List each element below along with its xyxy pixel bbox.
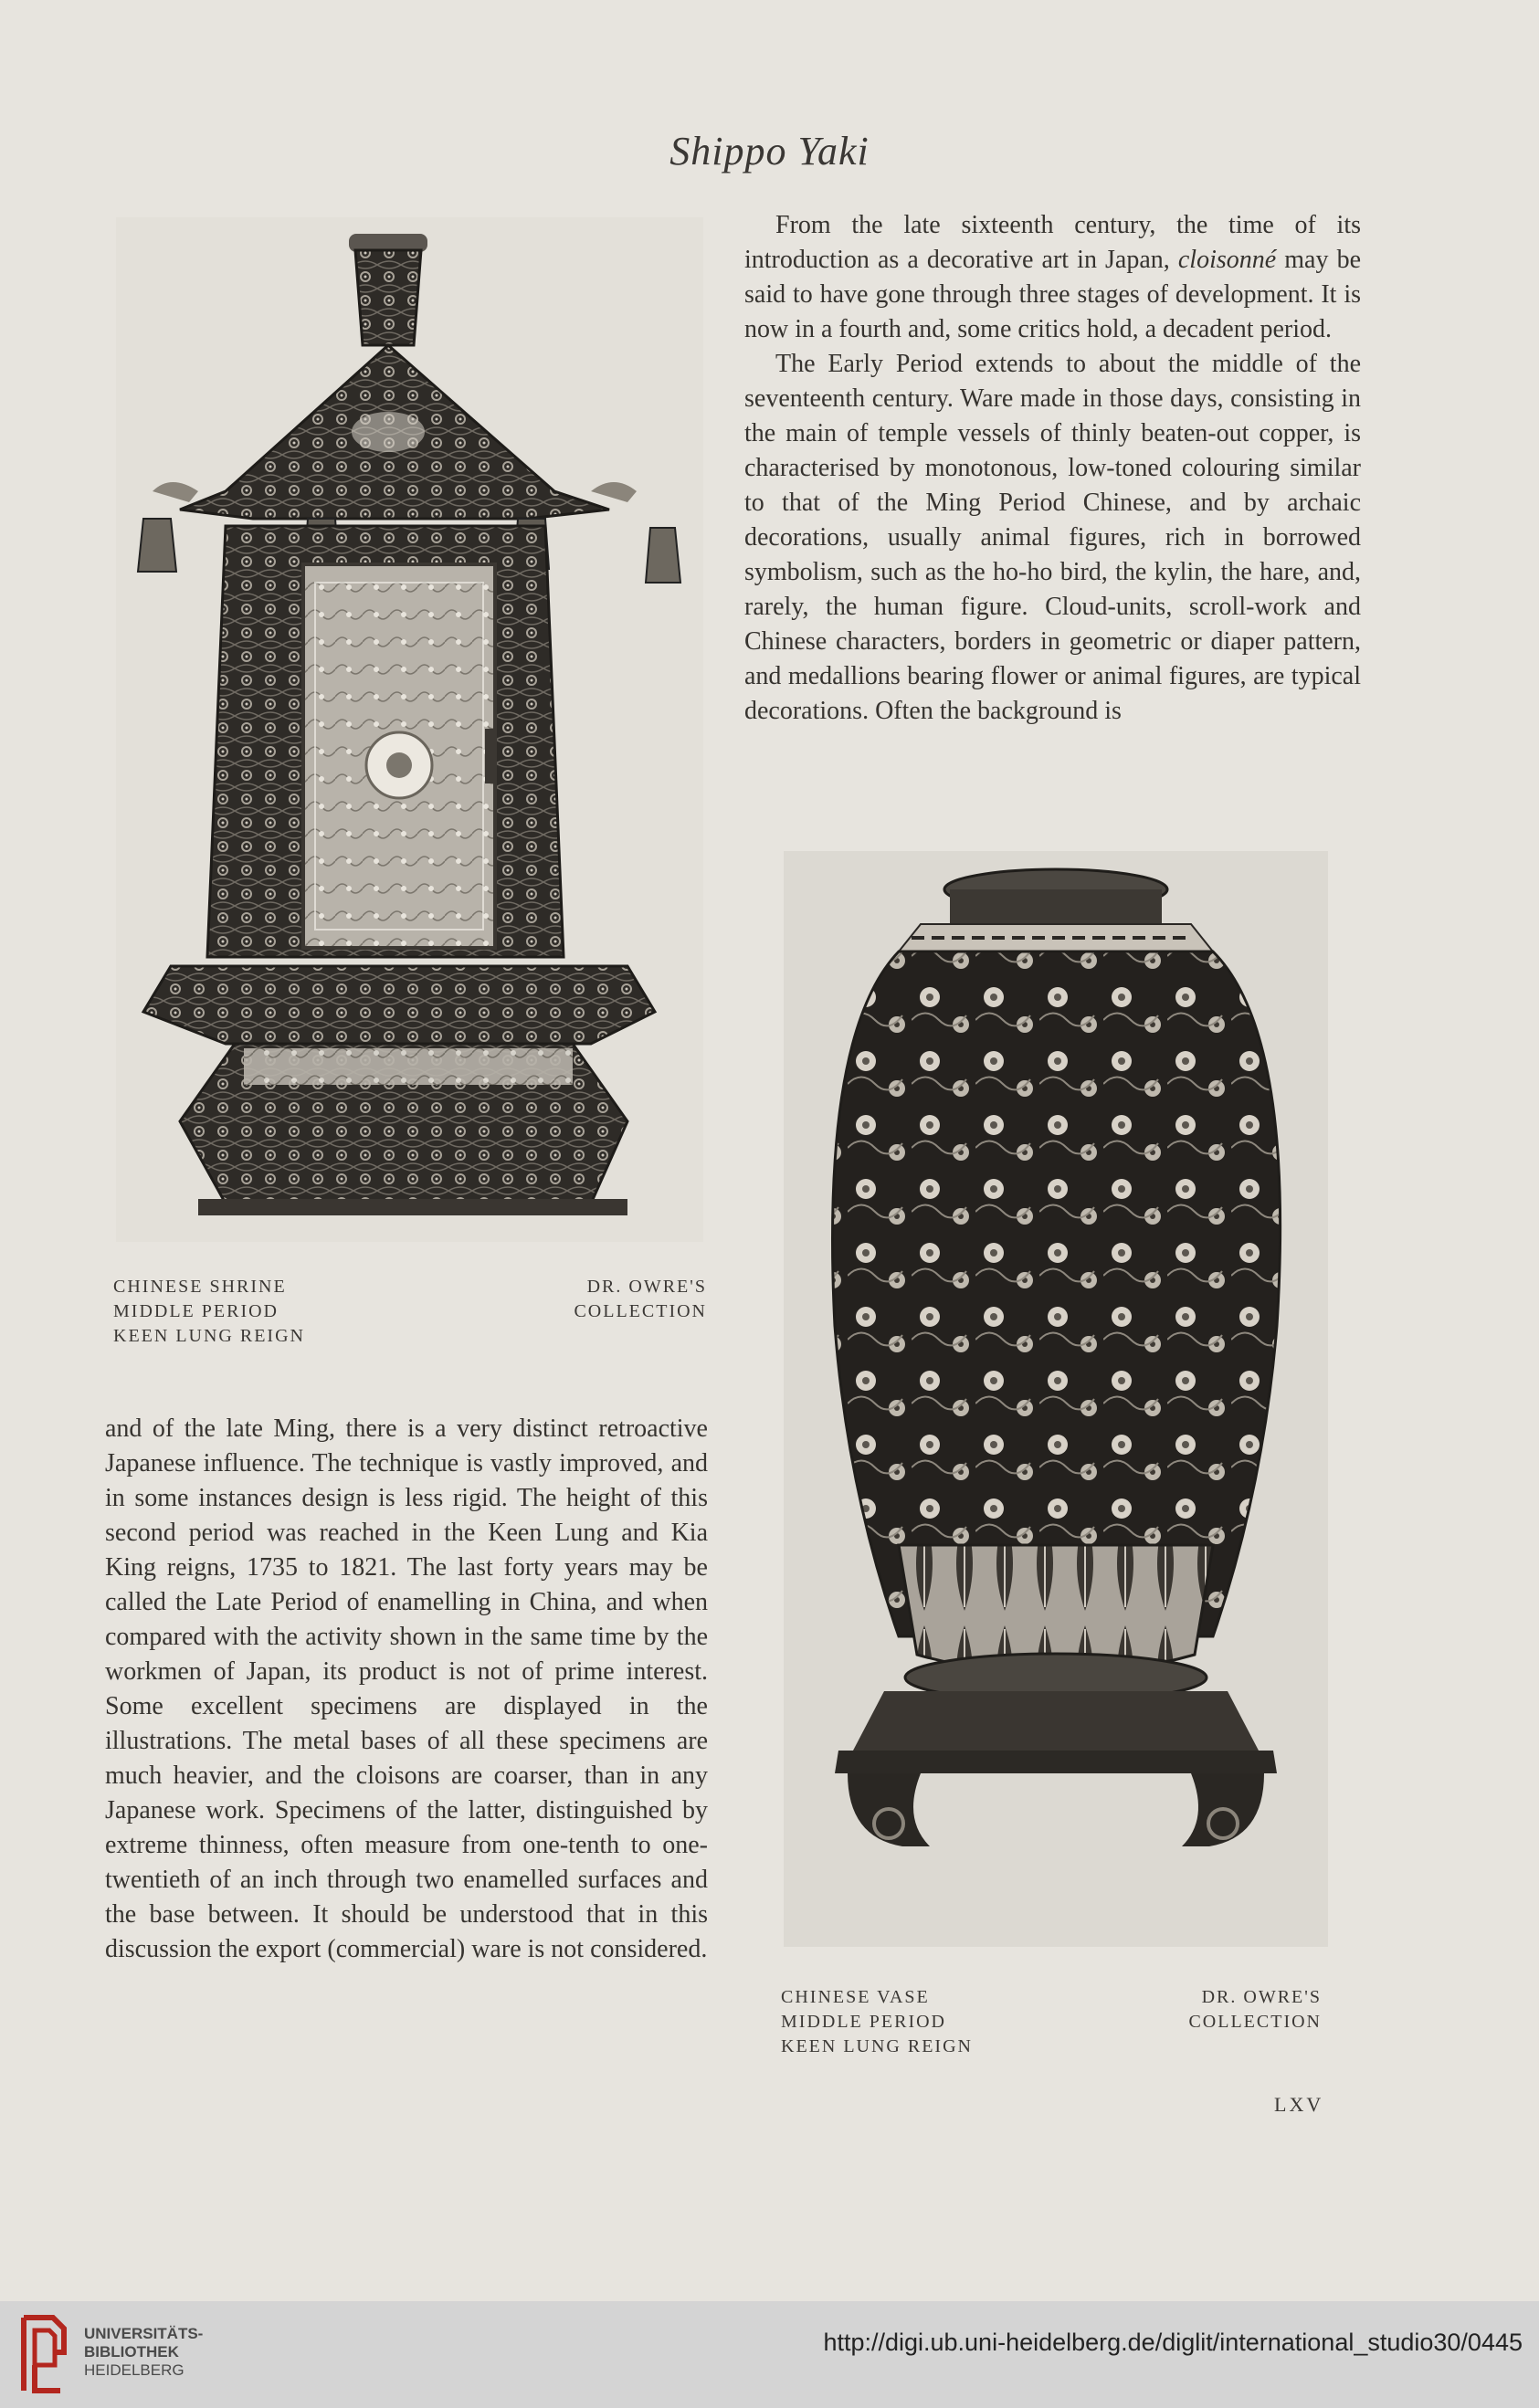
caption-line: MIDDLE PERIOD bbox=[113, 1301, 279, 1321]
chinese-shrine-photo bbox=[116, 217, 703, 1242]
shrine-caption bbox=[113, 1275, 707, 1357]
source-url-link[interactable]: http://digi.ub.uni-heidelberg.de/diglit/international_studio30/0445 bbox=[823, 2329, 1523, 2356]
library-name-line: BIBLIOTHEK bbox=[84, 2343, 179, 2361]
paragraph: From the late sixteenth century, the time of its introduction as a decorative art in Japan, cloisonné may be said to have gone through three stages of development. It is now in a fourth and, some critics hold, a decadent period. bbox=[744, 211, 1361, 343]
vase-caption bbox=[781, 1985, 1322, 2067]
caption-line: DR. OWRE'S bbox=[586, 1277, 707, 1297]
running-head: Shippo Yaki bbox=[669, 129, 870, 174]
shrine-caption-left bbox=[113, 1275, 305, 1349]
caption-line: CHINESE SHRINE bbox=[113, 1277, 287, 1297]
library-name-line: HEIDELBERG bbox=[84, 2361, 184, 2379]
caption-line: COLLECTION bbox=[1188, 2012, 1322, 2032]
paragraph: and of the late Ming, there is a very distinct retroactive Japanese influence. The technique is vastly improved, and in some instances design is less rigid. The height of this second period was reached in the Keen Lung and Kia King reigns, 1735 to 1821. The last forty years may be called the Late Period of enamelling in China, and when compared with the activity shown in the same time by the workmen of Japan, its product is not of prime interest. Some excellent specimens are displayed in the illustrations. The metal bases of all these specimens are much heavier, and the cloisons are coarser, than in any Japanese work. Specimens of the latter, distinguished by extreme thinness, often measure from one-tenth to one-twentieth of an inch through two enamelled surfaces and the base between. It should be understood that in this discussion the export (commercial) ware is not considered. bbox=[105, 1414, 708, 1963]
vase-caption-right bbox=[1188, 1985, 1322, 2035]
university-library-logo-icon bbox=[16, 2308, 71, 2400]
caption-line: DR. OWRE'S bbox=[1201, 1987, 1322, 2007]
chinese-vase-photo bbox=[784, 851, 1328, 1947]
italic-term: cloisonné bbox=[1177, 246, 1277, 274]
caption-line: KEEN LUNG REIGN bbox=[781, 2036, 973, 2056]
body-text-top-right bbox=[744, 208, 1361, 729]
shrine-caption-right bbox=[574, 1275, 707, 1324]
library-name-line: UNIVERSITÄTS- bbox=[84, 2325, 204, 2342]
caption-line: KEEN LUNG REIGN bbox=[113, 1326, 305, 1346]
caption-line: MIDDLE PERIOD bbox=[781, 2012, 946, 2032]
paragraph: The Early Period extends to about the middle of the seventeenth century. Ware made in those days, consisting in the main of temple vessels of thinly beaten-out copper, is characterised by monotonous, low-toned colouring similar to that of the Ming Period Chinese, and by archaic decorations, usually animal figures, rich in borrowed symbolism, such as the ho-ho bird, the kylin, the hare, and, rarely, the human figure. Cloud-units, scroll-work and Chinese characters, borders in geometric or diaper pattern, and medallions bearing flower or animal figures, are typical decorations. Often the background is bbox=[744, 350, 1361, 725]
caption-line: COLLECTION bbox=[574, 1301, 707, 1321]
body-text-bottom-left bbox=[105, 1412, 708, 1967]
library-name bbox=[84, 2325, 203, 2380]
caption-line: CHINESE VASE bbox=[781, 1987, 930, 2007]
chinese-shrine-illustration bbox=[116, 217, 703, 1242]
vase-caption-left bbox=[781, 1985, 973, 2059]
page-number: LXV bbox=[1274, 2093, 1324, 2116]
chinese-vase-illustration bbox=[784, 851, 1328, 1947]
